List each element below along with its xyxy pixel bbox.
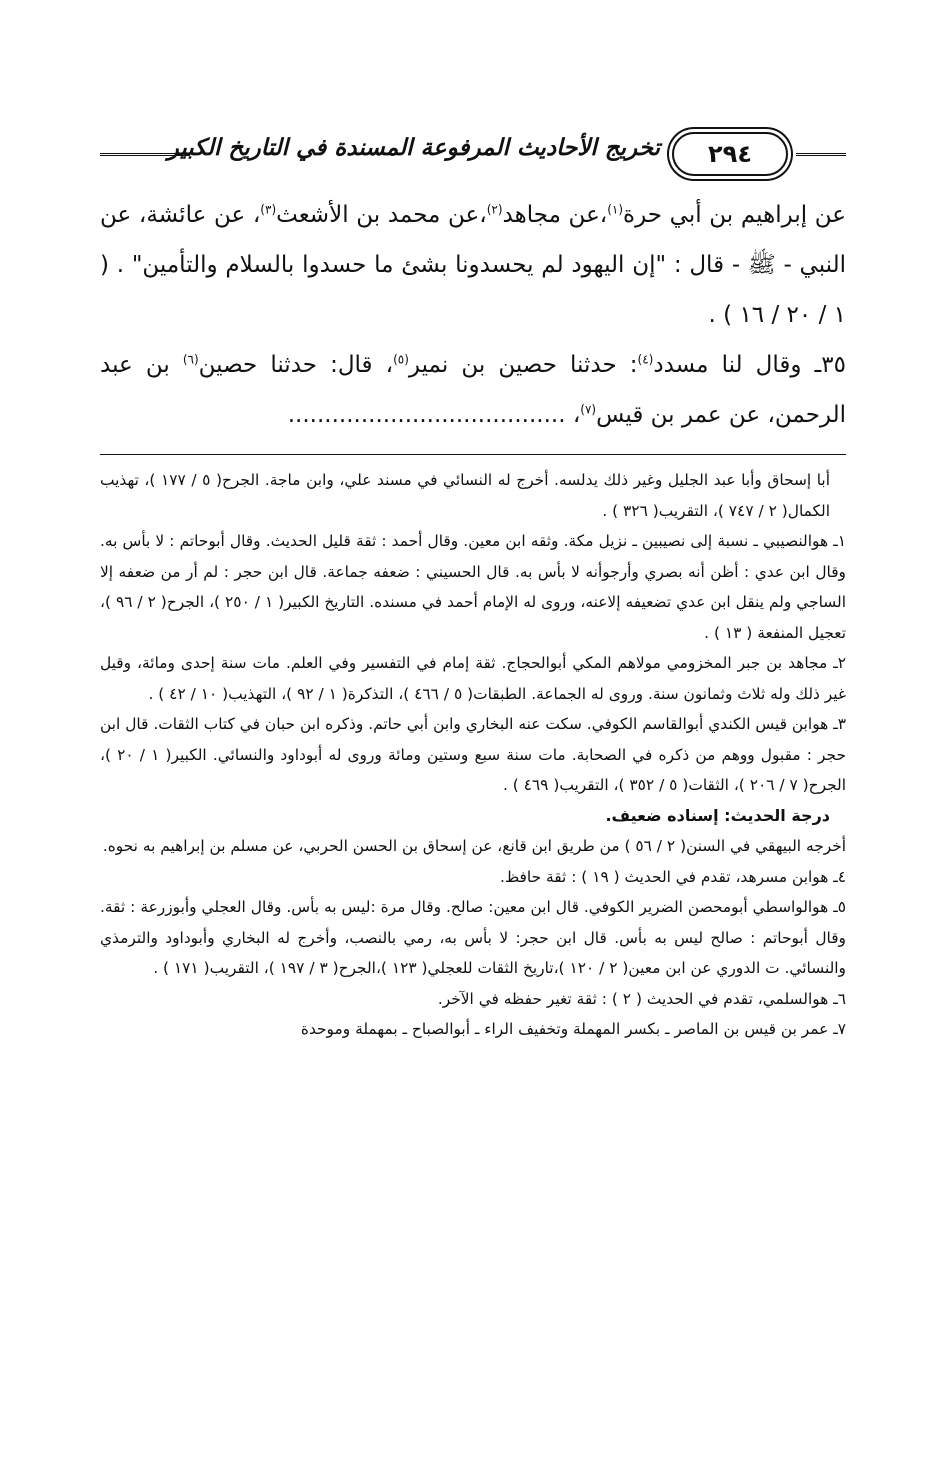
page-number-badge: [672, 132, 788, 176]
footnote-ref-5: (٥): [393, 352, 409, 367]
footnote-continuation: أبا إسحاق وأبا عبد الجليل وغير ذلك يدلسه. أخرج له النسائي في مسند علي، وابن ماجة. الجرح( ٥ / ١٧٧ )، تهذيب الكمال( ٢ / ٧٤٧ )، التقريب( ٣٢٦ ) .: [100, 471, 830, 520]
header-rule-left: [100, 153, 190, 156]
running-title: تخريج الأحاديث المرفوعة المسندة في التاريخ الكبير: [167, 134, 660, 161]
main-text: [100, 190, 846, 440]
hadith-34-text-3: ،عن محمد بن الأشعث: [276, 202, 487, 228]
hadith-35-text-4: بن عبد الرحمن، عن عمر بن قيس: [100, 352, 846, 428]
footnote-7: ٧ـ عمر بن قيس بن الماصر ـ بكسر المهملة وتخفيف الراء ـ أبوالصباح ـ بمهملة وموحدة: [300, 1020, 846, 1038]
footnotes: [100, 465, 846, 1045]
hadith-grade: درجة الحديث: إسناده ضعيف.: [605, 805, 830, 825]
footnote-ref-6: (٦): [182, 352, 199, 367]
hadith-35-paragraph: [100, 340, 846, 440]
footnote-3: ٣ـ هوابن قيس الكندي أبوالقاسم الكوفي. سكت عنه البخاري وابن أبي حاتم. وذكره ابن حبان في كتاب الثقات. قال ابن حجر : مقبول ووهم من ذكره في الصحابة. مات سنة سبع وستين ومائة وروى له أبوداود والنسائي. الكبير( ١ / ٢٠ )، الجرح( ٧ / ٢٠٦ )، الثقات( ٥ / ٣٥٢ )، التقريب( ٤٦٩ ) .: [100, 715, 846, 794]
footnote-ref-1: (١): [607, 202, 624, 217]
header-rule-right: [796, 153, 846, 156]
footnote-2: ٢ـ مجاهد بن جبر المخزومي مولاهم المكي أبوالحجاج. ثقة إمام في التفسير وفي العلم. مات سنة إحدى ومائة، وقيل غير ذلك وله ثلاث وثمانون سنة. وروى له الجماعة. الطبقات( ٥ / ٤٦٦ )، التذكرة( ١ / ٩٢ )، التهذيب( ١٠ / ٤٢ ) .: [100, 654, 846, 703]
hadith-35-text-3: ، قال: حدثنا حصين: [198, 352, 394, 378]
continuation-dots: ......................................: [287, 402, 566, 428]
page-number: ٢٩٤: [708, 140, 752, 168]
hadith-35-text-5: ،: [565, 402, 581, 428]
hadith-35-text-2: : حدثنا حصين بن نمير: [408, 352, 638, 378]
footnote-4: ٤ـ هوابن مسرهد، تقدم في الحديث ( ١٩ ) : ثقة حافظ.: [500, 867, 846, 886]
book-page: [100, 128, 846, 1045]
footnote-6: ٦ـ هوالسلمي، تقدم في الحديث ( ٢ ) : ثقة تغير حفظه في الآخر.: [437, 989, 846, 1008]
page-header: [100, 128, 846, 180]
footnote-1: ١ـ هوالنصيبي ـ نسبة إلى نصيبين ـ نزيل مكة. وثقه ابن معين. وقال أحمد : ثقة قليل الحديث. وقال أبوحاتم : لا بأس به. وقال ابن عدي : أظن أنه بصري وأرجوأنه لا بأس به. قال الحسيني : ضعفه جماعة. قال ابن حجر : لم أر من ضعفه إلا الساجي ولم ينقل ابن عدي تضعيفه إلاعنه، وروى له الإمام أحمد في مسنده. التاريخ الكبير( ١ / ٢٥٠ )، الجرح( ٢ / ٩٦ )، تعجيل المنفعة ( ١٣ ) .: [100, 532, 846, 642]
hadith-34-text-1: عن إبراهيم بن أبي حرة: [623, 202, 847, 228]
takhrij-note: أخرجه البيهقي في السنن( ٢ / ٥٦ ) من طريق ابن قانع، عن إسحاق بن الحسن الحربي، عن مسلم بن إبراهيم به نحوه.: [102, 837, 846, 855]
hadith-34-text-2: ،عن مجاهد: [502, 202, 608, 228]
hadith-35-text-1: ٣٥ـ وقال لنا مسدد: [653, 352, 846, 378]
footnote-separator: [100, 454, 846, 455]
hadith-34-text-4: ، عن عائشة، عن النبي - ﷺ - قال : "إن اليهود لم يحسدونا بشئ ما حسدوا بالسلام والتأمين" . ( ١ / ٢٠ / ١٦ ) .: [100, 202, 846, 328]
footnote-ref-4: (٤): [637, 352, 654, 367]
footnote-ref-2: (٢): [486, 202, 503, 217]
hadith-34-paragraph: [100, 190, 846, 340]
footnote-ref-3: (٣): [260, 202, 277, 217]
footnote-ref-7: (٧): [580, 402, 597, 417]
footnote-5: ٥ـ هوالواسطي أبومحصن الضرير الكوفي. قال ابن معين: صالح. وقال مرة :ليس به بأس. وقال العجلي وأبوزرعة : ثقة. وقال أبوحاتم : صالح ليس به بأس. قال ابن حجر: لا بأس به، رمي بالنصب، وأخرج له البخاري وأبوداود والترمذي والنسائي. ت الدوري عن ابن معين( ٢ / ١٢٠ )،تاريخ الثقات للعجلي( ١٢٣ )،الجرح( ٣ / ١٩٧ )، التقريب( ١٧١ ) .: [100, 898, 846, 977]
